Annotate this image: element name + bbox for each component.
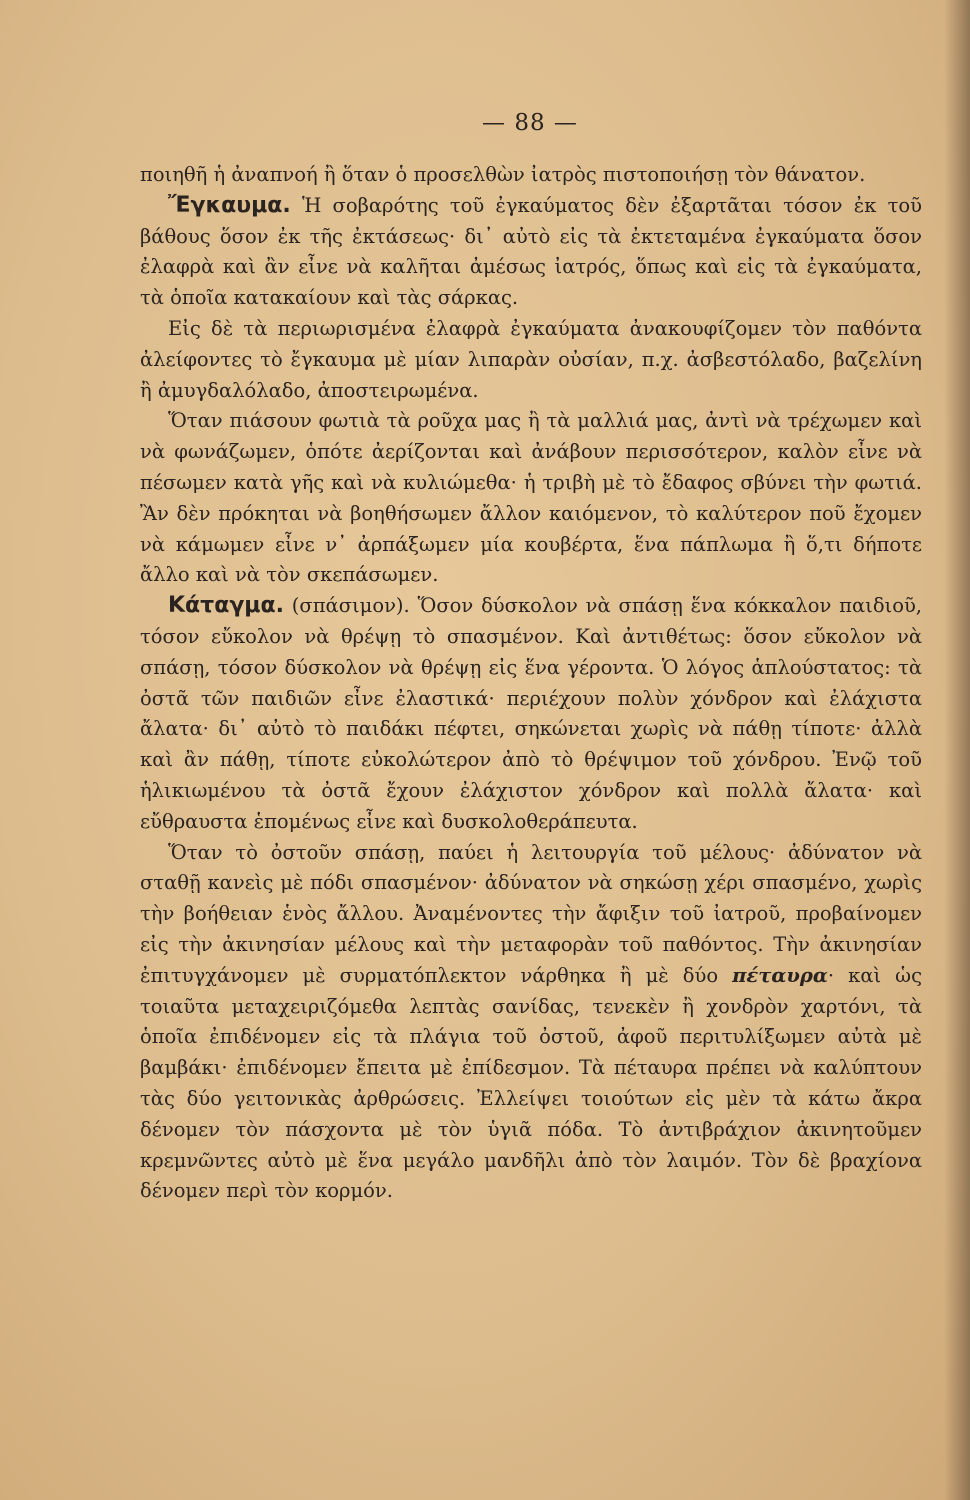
page-body [140, 160, 922, 1207]
paragraph-p5 [140, 838, 922, 1208]
paragraph-text: Ὅταν πιάσουν φωτιὰ τὰ ροῦχα μας ἢ τὰ μαλλιά μας, ἀντὶ νὰ τρέχωμεν καὶ νὰ φωνάζωμεν, ὁπότε ἀερίζονται καὶ ἀνάβουν περισσότερον, καλὸν εἶνε νὰ πέσωμεν κατὰ γῆς καὶ νὰ κυλιώμεθα· ἡ τριβὴ μὲ τὸ ἔδαφος σβύνει τὴν φωτιά. Ἂν δὲν πρόκηται νὰ βοηθήσωμεν ἄλλον καιόμενον, τὸ καλύτερον ποῦ ἔχομεν νὰ κάμωμεν εἶνε ν᾽ ἀρπάξωμεν μία κουβέρτα, ἕνα πάπλωμα ἢ ὅ,τι δήποτε ἄλλο καὶ νὰ τὸν σκεπάσωμεν. [140, 409, 922, 587]
paragraph-p0 [140, 160, 922, 191]
page-number: — 88 — [482, 110, 578, 136]
paragraph-p4 [140, 591, 922, 837]
page-spine-shadow [944, 0, 970, 1500]
paragraph-text: Ἡ σοβαρότης τοῦ ἐγκαύματος δὲν ἐξαρτᾶται τόσον ἐκ τοῦ βάθους ὅσον ἐκ τῆς ἐκτάσεως· δι᾽ αὐτὸ εἰς τὰ ἐκτεταμένα ἐγκαύματα ὅσον ἐλαφρὰ καὶ ἂν εἶνε νὰ καλῆται ἀμέσως ἰατρός, ὅπως καὶ εἰς τὰ ἐγκαύματα, τὰ ὁποῖα κατακαίουν καὶ τὰς σάρκας. [140, 193, 922, 310]
section-term: Ἔγκαυμα. [168, 192, 291, 218]
paragraph-text: (σπάσιμον). Ὅσον δύσκολον νὰ σπάσῃ ἕνα κόκκαλον παιδιοῦ, τόσον εὔκολον νὰ θρέψῃ τὸ σπασμένον. Καὶ ἀντιθέτως: ὅσον εὔκολον νὰ σπάσῃ, τόσον δύσκολον νὰ θρέψῃ εἰς ἕνα γέροντα. Ὁ λόγος ἁπλούστατος: τὰ ὀστᾶ τῶν παιδιῶν εἶνε ἐλαστικά· περιέχουν πολὺν χόνδρον καὶ ἐλάχιστα ἄλατα· δι᾽ αὐτὸ τὸ παιδάκι πέφτει, σηκώνεται χωρὶς νὰ πάθῃ τίποτε· ἀλλὰ καὶ ἂν πάθῃ, τίποτε εὐκολώτερον ἀπὸ τὸ θρέψιμον τοῦ χόνδρου. Ἐνῷ τοῦ ἡλικιωμένου τὰ ὀστᾶ ἔχουν ἐλάχιστον χόνδρον καὶ πολλὰ ἄλατα· καὶ εὔθραυστα ἑπομένως εἶνε καὶ δυσκολοθεράπευτα. [140, 594, 922, 833]
section-term: Κάταγμα. [168, 593, 284, 619]
emphasis-word: πέταυρα [732, 963, 828, 987]
paragraph-text: Ὅταν τὸ ὀστοῦν σπάσῃ, παύει ἡ λειτουργία τοῦ μέλους· ἀδύνατον νὰ σταθῇ κανεὶς μὲ πόδι σπασμένον· ἀδύνατον νὰ σηκώσῃ χέρι σπασμένο, χωρὶς τὴν βοήθειαν ἑνὸς ἄλλου. Ἀναμένοντες τὴν ἄφιξιν τοῦ ἰατροῦ, προβαίνομεν εἰς τὴν ἀκινησίαν μέλους καὶ τὴν μεταφορὰν τοῦ παθόντος. Τὴν ἀκινησίαν ἐπιτυγχάνομεν μὲ συρματόπλεκτον νάρθηκα ἢ μὲ δύο [140, 840, 922, 987]
paragraph-text: Εἰς δὲ τὰ περιωρισμένα ἐλαφρὰ ἐγκαύματα ἀνακουφίζομεν τὸν παθόντα ἀλείφοντες τὸ ἔγκαυμα μὲ μίαν λιπαρὰν οὐσίαν, π.χ. ἀσβεστόλαδο, βαζελίνη ἢ ἀμυγδαλόλαδο, ἀποστειρωμένα. [140, 316, 922, 402]
paragraph-p2 [140, 314, 922, 406]
paragraph-text: ποιηθῆ ἡ ἀναπνοή ἢ ὅταν ὁ προσελθὼν ἰατρὸς πιστοποιήσῃ τὸν θάνατον. [140, 163, 866, 186]
paragraph-p3 [140, 406, 922, 591]
paragraph-text: · καὶ ὡς τοιαῦτα μεταχειριζόμεθα λεπτὰς σανίδας, τενεκὲν ἢ χονδρὸν χαρτόνι, τὰ ὁποῖα ἐπιδένομεν εἰς τὰ πλάγια τοῦ ὀστοῦ, ἀφοῦ περιτυλίξωμεν αὐτὰ μὲ βαμβάκι· ἐπιδένομεν ἔπειτα μὲ ἐπίδεσμον. Τὰ πέταυρα πρέπει νὰ καλύπτουν τὰς δύο γειτονικὰς ἀρθρώσεις. Ἐλλείψει τοιούτων εἰς μὲν τὰ κάτω ἄκρα δένομεν τὸν πάσχοντα μὲ τὸν ὑγιᾶ πόδα. Τὸ ἀντιβράχιον ἀκινητοῦμεν κρεμνῶντες αὐτὸ μὲ ἕνα μεγάλο μανδῆλι ἀπὸ τὸν λαιμόν. Τὸν δὲ βραχίονα δένομεν περὶ τὸν κορμόν. [140, 963, 922, 1203]
paragraph-p1 [140, 191, 922, 314]
